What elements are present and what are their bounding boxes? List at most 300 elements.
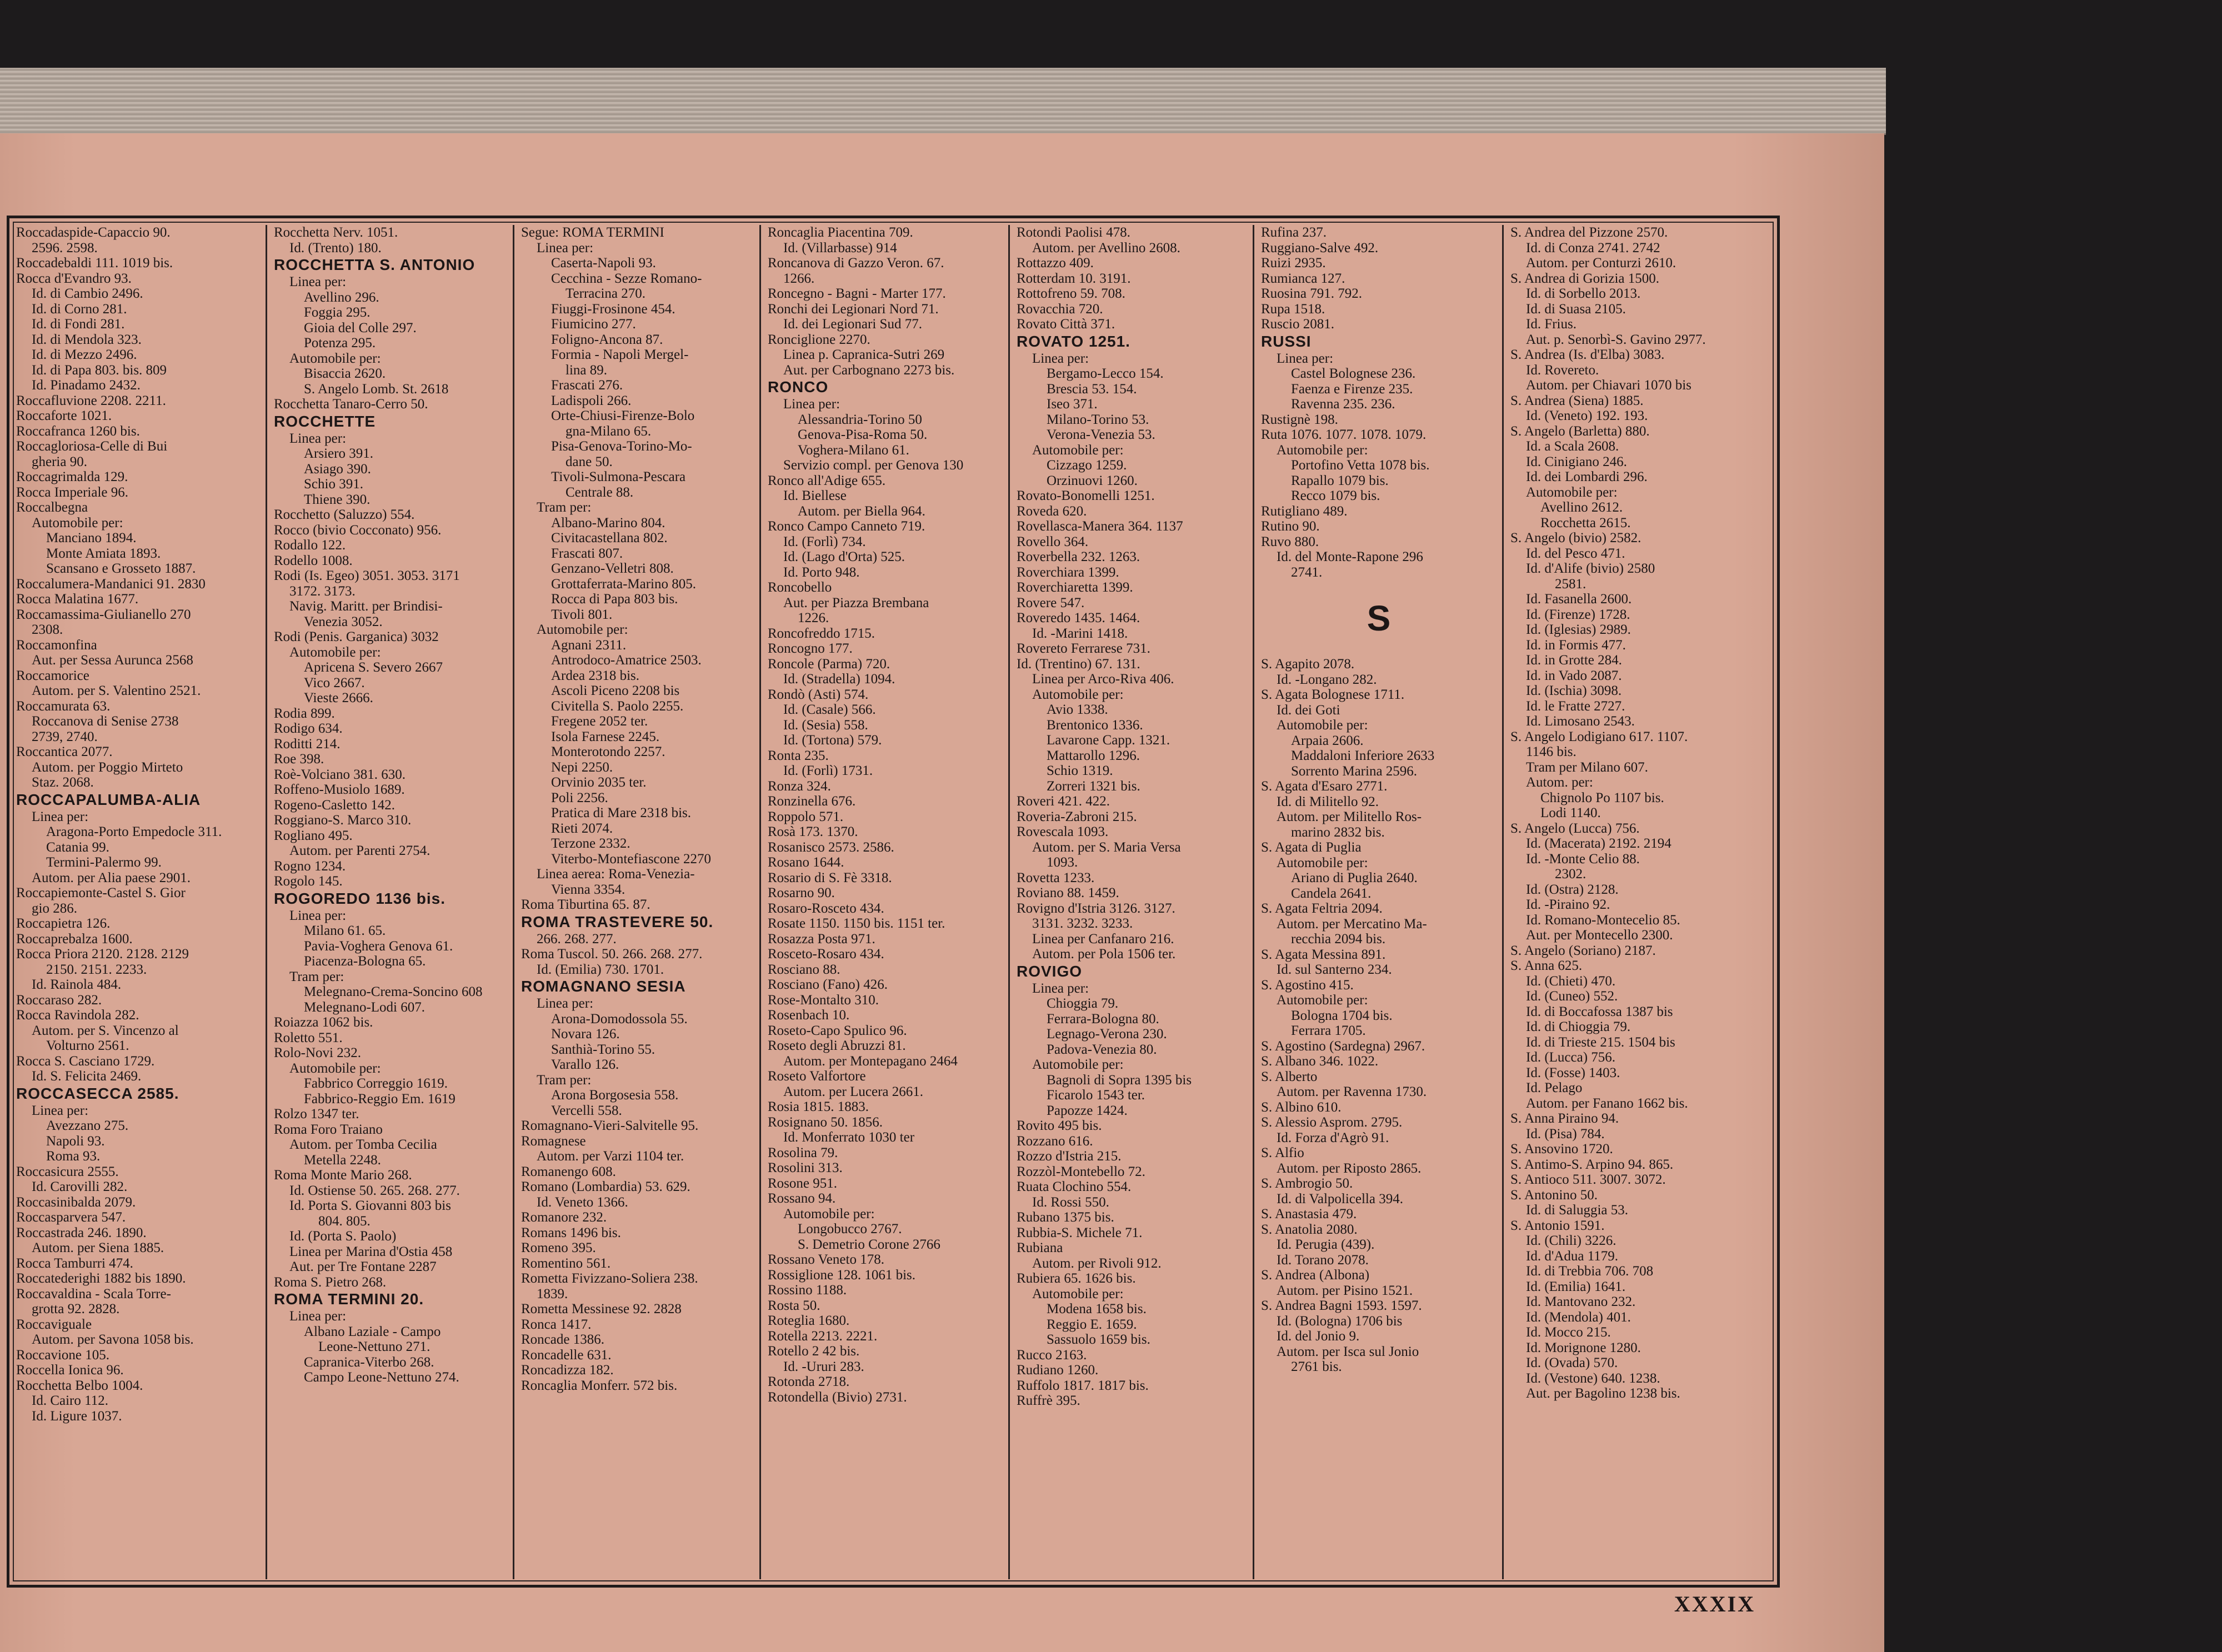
index-entry: Rotella 2213. 2221. [768,1328,878,1344]
index-entry: Rondò (Asti) 574. [768,687,869,702]
index-entry: Agnani 2311. [551,637,627,653]
index-entry: Id. (Trento) 180. [289,240,382,256]
index-entry: S. Andrea (Albona) [1261,1268,1370,1283]
index-entry: Rosanisco 2573. 2586. [768,839,894,855]
index-entry: Staz. 2068. [32,775,94,790]
index-entry: Linea p. Capranica-Sutri 269 [783,347,945,362]
index-entry: Roteglia 1680. [768,1313,850,1328]
index-entry: Autom. per Ravenna 1730. [1277,1084,1427,1099]
index-entry: Roccaviguale [16,1316,92,1332]
index-entry: Rovellasca-Manera 364. 1137 [1017,519,1183,534]
index-entry: 266. 268. 277. [537,931,617,947]
index-entry: recchia 2094 bis. [1291,932,1386,947]
index-entry: Id. (Iglesias) 2989. [1526,622,1631,637]
index-entry: Autom. per Poggio Mirteto [32,759,183,775]
index-entry: Roccaraso 282. [16,992,102,1008]
book-page [0,133,1884,1652]
index-entry: lina 89. [565,362,607,378]
index-entry: Id. Veneto 1366. [537,1194,628,1210]
index-entry: S. Agata di Puglia [1261,840,1362,855]
index-entry: Id. di Trieste 215. 1504 bis [1526,1034,1675,1050]
index-entry: Autom. per Lucera 2661. [783,1084,924,1099]
station-heading: ROCCHETTE [274,412,376,430]
index-entry: Rovacchia 720. [1017,301,1103,317]
index-entry: Ferrara 1705. [1291,1023,1366,1038]
index-entry: Roccaprebalza 1600. [16,931,133,947]
index-entry: Id. (Macerata) 2192. 2194 [1526,836,1671,851]
index-entry: Ronciglione 2270. [768,332,870,347]
index-entry: Rogno 1234. [274,858,346,874]
index-entry: Roma Monte Mario 268. [274,1168,412,1183]
index-entry: Rubbia-S. Michele 71. [1017,1225,1143,1240]
index-entry: Monterotondo 2257. [551,744,665,759]
index-entry: S. Antioco 511. 3007. 3072. [1510,1172,1666,1187]
index-entry: Ficarolo 1543 ter. [1047,1088,1145,1103]
index-entry: S. Anatolia 2080. [1261,1222,1358,1237]
index-entry: Volturno 2561. [46,1038,129,1053]
index-entry: Romano (Lombardia) 53. 629. [521,1179,690,1194]
index-entry: Candela 2641. [1291,885,1372,901]
index-entry: Apricena S. Severo 2667 [304,660,443,675]
index-entry: Ruvo 880. [1261,534,1319,549]
index-entry: Id. di Cambio 2496. [32,286,143,301]
index-entry: Portofino Vetta 1078 bis. [1291,458,1430,473]
index-entry: Roffeno-Musiolo 1689. [274,782,405,797]
index-entry: Venezia 3052. [304,614,383,629]
index-entry: Milano 61. 65. [304,923,386,938]
station-heading: ROMA TERMINI 20. [274,1290,424,1308]
index-column-3 [514,225,759,1579]
index-entry: Ariano di Puglia 2640. [1291,870,1418,885]
index-entry: Isola Farnese 2245. [551,729,660,744]
index-entry: Aut. per Tre Fontane 2287 [289,1259,437,1274]
index-entry: Chioggia 79. [1047,996,1119,1011]
index-entry: Rocco (bivio Cocconato) 956. [274,522,442,538]
index-entry: Rocca Ravindola 282. [16,1008,139,1023]
index-entry: Id. (Emilia) 730. 1701. [537,962,664,977]
index-entry: Rodi (Is. Egeo) 3051. 3053. 3171 [274,568,460,583]
index-entry: Id. di Saluggia 53. [1526,1203,1629,1218]
index-entry: Rossano 94. [768,1191,836,1206]
index-entry: Ladispoli 266. [551,393,632,408]
index-entry: Rieti 2074. [551,820,613,836]
index-entry: Roverbella 232. 1263. [1017,549,1140,564]
index-entry: Autom. per Isca sul Jonio [1277,1344,1419,1359]
index-entry: Roccaforte 1021. [16,408,112,423]
index-entry: Roccamorice [16,668,89,683]
index-entry: Id. di Trebbia 706. 708 [1526,1264,1654,1279]
index-entry: Ruizi 2935. [1261,256,1326,271]
index-entry: Rovato Città 371. [1017,317,1115,332]
index-entry: Alessandria-Torino 50 [798,412,922,427]
index-entry: Tram per Milano 607. [1526,759,1648,775]
index-entry: Rodallo 122. [274,538,346,553]
index-entry: Id. del Monte-Rapone 296 [1277,549,1423,564]
index-entry: Rocchetta Tanaro-Cerro 50. [274,397,428,412]
index-entry: Autom. per Conturzi 2610. [1526,256,1676,271]
index-entry: Id. (Bologna) 1706 bis [1277,1313,1403,1329]
index-entry: Tram per: [537,500,592,515]
station-heading: RUSSI [1261,332,1312,350]
index-entry: Id. Mantovano 232. [1526,1294,1636,1309]
index-entry: Rocchetta 2615. [1540,515,1631,530]
index-entry: Autom. per S. Maria Versa [1032,839,1181,855]
index-entry: Rovello 364. [1017,534,1089,549]
index-entry: Id. d'Alife (bivio) 2580 [1526,561,1655,576]
index-entry: Roè-Volciano 381. 630. [274,767,406,782]
index-entry: Roviano 88. 1459. [1017,885,1119,900]
index-entry: Rudiano 1260. [1017,1363,1099,1378]
index-entry: Rocca Priora 2120. 2128. 2129 [16,947,189,962]
index-entry: S. Angelo (Lucca) 756. [1510,820,1640,836]
index-entry: Ravenna 235. 236. [1291,397,1395,412]
index-entry: S. Antonio 1591. [1510,1218,1605,1233]
index-entry: Id. Perugia (439). [1277,1237,1375,1252]
index-entry: Rovere 547. [1017,595,1085,610]
index-entry: Roverchiara 1399. [1017,564,1119,580]
index-entry: Santhià-Torino 55. [551,1042,655,1057]
index-entry: Roveri 421. 422. [1017,794,1110,809]
index-entry: Id. (Forlì) 734. [783,534,866,549]
index-entry: Novara 126. [551,1027,620,1042]
index-entry: S. Angelo Lomb. St. 2618 [304,381,449,397]
index-entry: Ronzinella 676. [768,794,856,809]
index-entry: gheria 90. [32,454,87,469]
index-entry: Modena 1658 bis. [1047,1301,1147,1316]
index-entry: Id. Cinigiano 246. [1526,454,1627,469]
index-entry: Id. di Mezzo 2496. [32,347,137,362]
index-entry: Linea per Arco-Riva 406. [1032,672,1174,687]
index-entry: Rometta Fivizzano-Soliera 238. [521,1271,698,1286]
index-entry: Automobile per: [1277,442,1368,458]
index-entry: Rufina 237. [1261,225,1327,240]
index-entry: Id. (Trentino) 67. 131. [1017,656,1140,672]
index-entry: Aut. per Carbognano 2273 bis. [783,362,955,378]
index-entry: Bagnoli di Sopra 1395 bis [1047,1072,1192,1088]
index-entry: Rucco 2163. [1017,1347,1087,1363]
index-entry: Autom. per Parenti 2754. [289,843,431,858]
index-entry: Linea per: [1277,351,1334,366]
index-entry: Chignolo Po 1107 bis. [1540,790,1664,805]
index-entry: Linea per: [783,397,840,412]
index-entry: Arsiero 391. [304,446,373,461]
index-entry: Schio 1319. [1047,763,1113,778]
index-entry: Linea per Canfanaro 216. [1032,931,1174,947]
index-entry: Autom. per Rivoli 912. [1032,1255,1162,1271]
index-entry: Roncaglia Monferr. 572 bis. [521,1378,678,1393]
index-entry: Rosone 951. [768,1175,837,1191]
index-entry: Id. (Emilia) 1641. [1526,1279,1626,1294]
index-entry: Fabbrico Correggio 1619. [304,1076,448,1091]
index-entry: Rossino 1188. [768,1283,847,1298]
index-entry: Roseto Valfortore [768,1069,866,1084]
index-entry: S. Alfio [1261,1145,1304,1160]
index-entry: Frascati 807. [551,545,623,561]
index-entry: Id. -Piraino 92. [1526,897,1610,912]
index-entry: Leone-Nettuno 271. [318,1339,431,1354]
index-entry: Roncobello [768,580,832,595]
index-entry: Linea per: [1032,351,1089,366]
index-entry: S. Andrea (Siena) 1885. [1510,393,1644,408]
index-entry: Id. (Chieti) 470. [1526,973,1616,989]
index-entry: Id. dei Legionari Sud 77. [783,317,922,332]
index-entry: Automobile per: [1032,1057,1124,1072]
index-entry: Roccantica 2077. [16,744,113,759]
index-entry: Genzano-Velletri 808. [551,561,674,576]
index-entry: 1226. [798,610,829,625]
index-entry: Id. sul Santerno 234. [1277,962,1392,977]
index-entry: Ruosina 791. 792. [1261,286,1362,301]
index-entry: Avellino 296. [304,289,379,305]
index-entry: Castel Bolognese 236. [1291,366,1416,381]
index-entry: Catania 99. [46,839,109,855]
index-entry: Genova-Pisa-Roma 50. [798,427,928,442]
index-entry: Id. (Mendola) 401. [1526,1309,1631,1325]
index-entry: Linea per: [32,809,89,824]
index-column-4 [761,225,1008,1579]
index-entry: 1146 bis. [1526,744,1577,759]
index-entry: Sorrento Marina 2596. [1291,763,1418,779]
index-entry: Rovigno d'Istria 3126. 3127. [1017,900,1175,916]
index-entry: Gioia del Colle 297. [304,320,417,336]
index-entry: 2302. [1555,867,1587,882]
index-entry: Melegnano-Lodi 607. [304,999,426,1015]
index-entry: Roccanova di Senise 2738 [32,714,179,729]
index-entry: S. Anastasia 479. [1261,1207,1357,1222]
index-entry: Terracina 270. [565,286,646,301]
index-entry: Ruffrè 395. [1017,1393,1080,1408]
index-entry: Romeno 395. [521,1240,596,1255]
index-entry: Id. (Pisa) 784. [1526,1126,1605,1142]
index-entry: Voghera-Milano 61. [798,442,909,458]
index-entry: Vienna 3354. [551,882,625,897]
index-entry: Pavia-Voghera Genova 61. [304,938,453,954]
index-entry: Roppolo 571. [768,809,844,824]
index-entry: Aut. per Montecello 2300. [1526,928,1673,943]
station-heading: ROMA TRASTEVERE 50. [521,913,714,930]
index-entry: Mattarollo 1296. [1047,748,1140,763]
index-entry: Roccella Ionica 96. [16,1363,124,1378]
index-entry: Id. (Fosse) 1403. [1526,1065,1620,1080]
index-entry: Rocca S. Casciano 1729. [16,1053,155,1069]
index-entry: Roncaglia Piacentina 709. [768,225,913,240]
index-entry: gna-Milano 65. [565,423,652,439]
index-entry: Rogeno-Casletto 142. [274,797,396,813]
index-entry: Roccalumera-Mandanici 91. 2830 [16,576,206,592]
index-entry: Zorreri 1321 bis. [1047,778,1140,794]
index-entry: Id. Biellese [783,488,847,503]
index-entry: S. Agostino 415. [1261,977,1354,993]
index-entry: S. Alessio Asprom. 2795. [1261,1115,1403,1130]
index-entry: Roma Tuscol. 50. 266. 268. 277. [521,947,703,962]
index-entry: Bisaccia 2620. [304,366,386,381]
index-entry: S. Anna Piraino 94. [1510,1111,1619,1126]
index-entry: Autom. per Tomba Cecilia [289,1137,437,1152]
index-entry: Id. Porta S. Giovanni 803 bis [289,1198,451,1213]
index-entry: Tram per: [537,1072,592,1088]
index-entry: Roma Tiburtina 65. 87. [521,897,650,912]
index-entry: Segue: ROMA TERMINI [521,225,664,240]
index-entry: Id. di Valpolicella 394. [1277,1191,1403,1207]
index-entry: Roseto degli Abruzzi 81. [768,1038,906,1053]
index-entry: Rubiera 65. 1626 bis. [1017,1271,1136,1286]
index-entry: Romentino 561. [521,1255,611,1271]
index-entry: gio 286. [32,900,77,916]
index-entry: Lodi 1140. [1540,805,1601,820]
index-entry: Ruscio 2081. [1261,317,1334,332]
index-entry: Roccatederighi 1882 bis 1890. [16,1271,186,1286]
index-column-1 [9,225,266,1579]
index-entry: S. Andrea Bagni 1593. 1597. [1261,1298,1422,1313]
index-entry: Romagnano-Vieri-Salvitelle 95. [521,1118,699,1133]
index-entry: Rosciano 88. [768,962,840,977]
index-entry: Id. Carovilli 282. [32,1179,128,1194]
index-entry: Cecchina - Sezze Romano- [551,271,702,286]
index-entry: Id. di Militello 92. [1277,794,1379,809]
index-entry: Rosenbach 10. [768,1008,850,1023]
index-entry: Rossiglione 128. 1061 bis. [768,1267,915,1283]
index-entry: Roccadaspide-Capaccio 90. [16,225,171,240]
station-heading: ROCCAPALUMBA-ALIA [16,790,201,808]
index-entry: Automobile per: [1277,718,1368,733]
index-entry: Cizzago 1259. [1047,458,1127,473]
index-entry: Vercelli 558. [551,1103,622,1118]
index-entry: Melegnano-Crema-Soncino 608 [304,984,483,999]
index-entry: Roccavaldina - Scala Torre- [16,1286,171,1301]
index-entry: Navig. Maritt. per Brindisi- [289,599,443,614]
index-entry: Id. Frius. [1526,317,1577,332]
index-entry: Autom. per Varzi 1104 ter. [537,1149,684,1164]
station-heading: RONCO [768,378,829,396]
index-entry: Rogliano 495. [274,828,353,843]
index-entry: Foggia 295. [304,305,371,320]
index-entry: Arona-Domodossola 55. [551,1011,688,1027]
index-entry: Id. (Chili) 3226. [1526,1233,1617,1248]
index-entry: Bologna 1704 bis. [1291,1008,1393,1023]
index-entry: Verona-Venezia 53. [1047,427,1155,442]
index-entry: Id. (Lago d'Orta) 525. [783,549,905,564]
index-entry: Roveredo 1435. 1464. [1017,610,1140,625]
index-entry: Id. Morignone 1280. [1526,1340,1641,1355]
index-entry: Orzinuovi 1260. [1047,473,1138,488]
index-entry: Campo Leone-Nettuno 274. [304,1370,459,1385]
index-entry: 1093. [1047,855,1078,870]
station-heading: ROMAGNANO SESIA [521,978,686,995]
index-entry: Maddaloni Inferiore 2633 [1291,748,1435,763]
index-entry: Autom. per Biella 964. [798,503,925,519]
index-entry: Roccalbegna [16,500,88,515]
index-entry: Fiuggi-Frosinone 454. [551,301,675,317]
index-entry: Rutino 90. [1261,519,1320,534]
index-entry: Id. (Casale) 566. [783,702,876,717]
index-entry: Rosta 50. [768,1298,820,1313]
index-entry: Rotondi Paolisi 478. [1017,225,1130,240]
index-entry: Id. Fasanella 2600. [1526,592,1632,607]
index-entry: Id. del Pesco 471. [1526,545,1625,561]
index-entry: Id. di Chioggia 79. [1526,1019,1631,1034]
index-entry: Id. (Villarbasse) 914 [783,240,897,256]
station-heading: ROGOREDO 1136 bis. [274,889,446,907]
index-entry: Rovetta 1233. [1017,870,1095,885]
index-entry: S. Agata Messina 891. [1261,947,1386,962]
index-entry: Roma 93. [46,1149,101,1164]
index-entry: Linea per Marina d'Ostia 458 [289,1244,453,1259]
index-entry: Rodello 1008. [274,553,353,568]
index-entry: Roncole (Parma) 720. [768,656,890,672]
index-entry: S. Demetrio Corone 2766 [798,1237,940,1252]
index-entry: Autom. per Fanano 1662 bis. [1526,1095,1688,1111]
index-entry: Padova-Venezia 80. [1047,1042,1157,1057]
index-entry: Ruffolo 1817. 1817 bis. [1017,1378,1149,1393]
index-entry: grotta 92. 2828. [32,1301,120,1316]
index-entry: Automobile per: [289,644,381,660]
index-entry: Rosciano (Fano) 426. [768,977,888,992]
index-entry: Thiene 390. [304,492,371,507]
index-entry: Potenza 295. [304,336,376,351]
index-entry: Romanengo 608. [521,1164,616,1179]
index-entry: Rosano 1644. [768,855,844,870]
index-entry: Rocca d'Evandro 93. [16,271,132,286]
index-entry: Id. Ligure 1037. [32,1408,122,1424]
index-entry: Id. S. Felicita 2469. [32,1069,142,1084]
station-heading: ROVIGO [1017,962,1083,980]
index-entry: Rozzano 616. [1017,1133,1093,1149]
index-entry: Automobile per: [32,515,123,530]
index-entry: Ruggiano-Salve 492. [1261,240,1379,256]
index-entry: Linea per: [289,274,347,289]
index-entry: Rustignè 198. [1261,412,1338,427]
index-entry: Id. (Forlì) 1731. [783,763,873,778]
index-entry: Roveria-Zabroni 215. [1017,809,1137,824]
index-entry: Asiago 390. [304,461,371,477]
index-entry: Recco 1079 bis. [1291,488,1380,503]
index-entry: Ascoli Piceno 2208 bis [551,683,680,698]
index-entry: Rocca Malatina 1677. [16,592,139,607]
index-entry: Roe 398. [274,752,324,767]
index-entry: Linea per: [537,240,594,256]
index-entry: Fregene 2052 ter. [551,714,648,729]
index-entry: Viterbo-Montefiascone 2270 [551,851,712,867]
index-entry: dane 50. [565,454,613,469]
index-entry: Id. di Fondi 281. [32,317,125,332]
index-entry: Capranica-Viterbo 268. [304,1354,434,1370]
index-entry: Roccagrimalda 129. [16,469,128,484]
index-column-7 [1504,225,1777,1579]
index-entry: Iseo 371. [1047,397,1098,412]
index-entry: Rometta Messinese 92. 2828 [521,1301,682,1316]
index-entry: Id. a Scala 2608. [1526,439,1619,454]
index-entry: Roncegno - Bagni - Marter 177. [768,286,946,301]
index-entry: Id. (Sesia) 558. [783,717,868,733]
index-entry: Id. Monferrato 1030 ter [783,1130,915,1145]
index-entry: Autom. per Mercatino Ma- [1277,916,1427,932]
index-entry: Linea per: [289,430,347,446]
index-entry: Roccapietra 126. [16,916,111,931]
index-entry: Rolzo 1347 ter. [274,1107,359,1122]
index-entry: S. Angelo (Barletta) 880. [1510,423,1650,439]
index-entry: Id. di Conza 2741. 2742 [1526,240,1660,256]
index-entry: Brescia 53. 154. [1047,381,1137,397]
index-entry: Autom. per Avellino 2608. [1032,240,1180,256]
index-entry: Papozze 1424. [1047,1103,1128,1118]
index-entry: Ardea 2318 bis. [551,668,639,683]
index-entry: Fiumicino 277. [551,317,636,332]
index-entry: Id. di Boccafossa 1387 bis [1526,1004,1673,1019]
index-entry: Automobile per: [1032,1286,1124,1301]
index-entry: Autom. per Pola 1506 ter. [1032,947,1176,962]
index-entry: Rubano 1375 bis. [1017,1210,1114,1225]
index-entry: Id. (Ovada) 570. [1526,1355,1618,1370]
